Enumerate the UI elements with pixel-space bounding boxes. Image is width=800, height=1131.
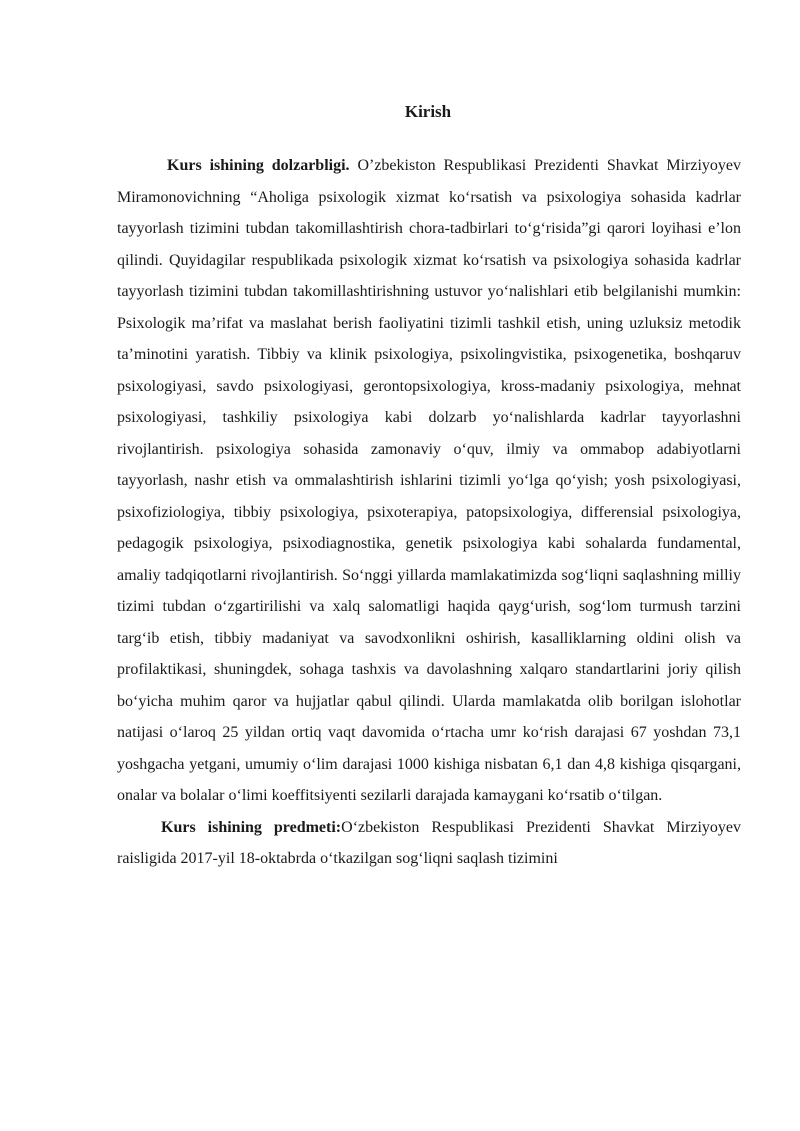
paragraph-text-relevance: O’zbekiston Respublikasi Prezidenti Shavkat Mirziyoyev Miramonovichning “Aholiga psixologik xizmat ko‘rsatish va psixologiya sohasida kadrlar tayyorlash tizimini tubdan takomillashtirish chora-tadbirlari to‘g‘risida”gi qarori loyihasi e’lon qilindi. Quyidagilar respublikada psixologik xizmat ko‘rsatish va psixologiya sohasida kadrlar tayyorlash tizimini tubdan takomillashtirishning ustuvor yo‘nalishlari etib belgilanishi mumkin: Psixologik ma’rifat va maslahat berish faoliyatini tizimli tashkil etish, uning uzluksiz metodik ta’minotini yaratish. Tibbiy va klinik psixologiya, psixolingvistika, psixogenetika, boshqaruv psixologiyasi, savdo psixologiyasi, gerontopsixologiya, kross-madaniy psixologiya, mehnat psixologiyasi, tashkiliy psixologiya kabi dolzarb yo‘nalishlarda kadrlar tayyorlashni rivojlantirish. psixologiya sohasida zamonaviy o‘quv, ilmiy va ommabop adabiyotlarni tayyorlash, nashr etish va ommalashtirish ishlarini tizimli yo‘lga qo‘yish; yosh psixologiyasi, psixofiziologiya, tibbiy psixologiya, psixoterapiya, patopsixologiya, differensial psixologiya, pedagogik psixologiya, psixodiagnostika, genetik psixologiya kabi sohalarda fundamental, amaliy tadqiqotlarni rivojlantirish. So‘nggi yillarda mamlakatimizda sog‘liqni saqlashning milliy tizimi tubdan o‘zgartirilishi va xalq salomatligi haqida qayg‘urish, sog‘lom turmush tarzini targ‘ib etish, tibbiy madaniyat va savodxonlikni oshirish, kasalliklarning oldini olish va profilaktikasi, shuningdek, sohaga tashxis va davolashning xalqaro standartlarini joriy qilish bo‘yicha muhim qaror va hujjatlar qabul qilindi. Ularda mamlakatda olib borilgan islohotlar natijasi o‘laroq 25 yildan ortiq vaqt davomida o‘rtacha umr ko‘rish darajasi 67 yoshdan 73,1 yoshgacha yetgani, umumiy o‘lim darajasi 1000 kishiga nisbatan 6,1 dan 4,8 kishiga qisqargani, onalar va bolalar o‘limi koeffitsiyenti sezilarli darajada kamaygani ko‘rsatib o‘tilgan. [117,157,741,804]
body-text [117,150,741,875]
paragraph-lead-relevance: Kurs ishining dolzarbligi. [167,157,350,174]
paragraph-subject [117,812,741,875]
paragraph-text-subject: O‘zbekiston Respublikasi Prezidenti Shavkat Mirziyoyev raisligida 2017-yil 18-oktabrda o‘tkazilgan sog‘liqni saqlash tizimini [117,818,741,867]
page-title: Kirish [404,102,452,121]
paragraph-relevance [117,150,741,812]
paragraph-lead-subject: Kurs ishining predmeti: [161,818,342,836]
